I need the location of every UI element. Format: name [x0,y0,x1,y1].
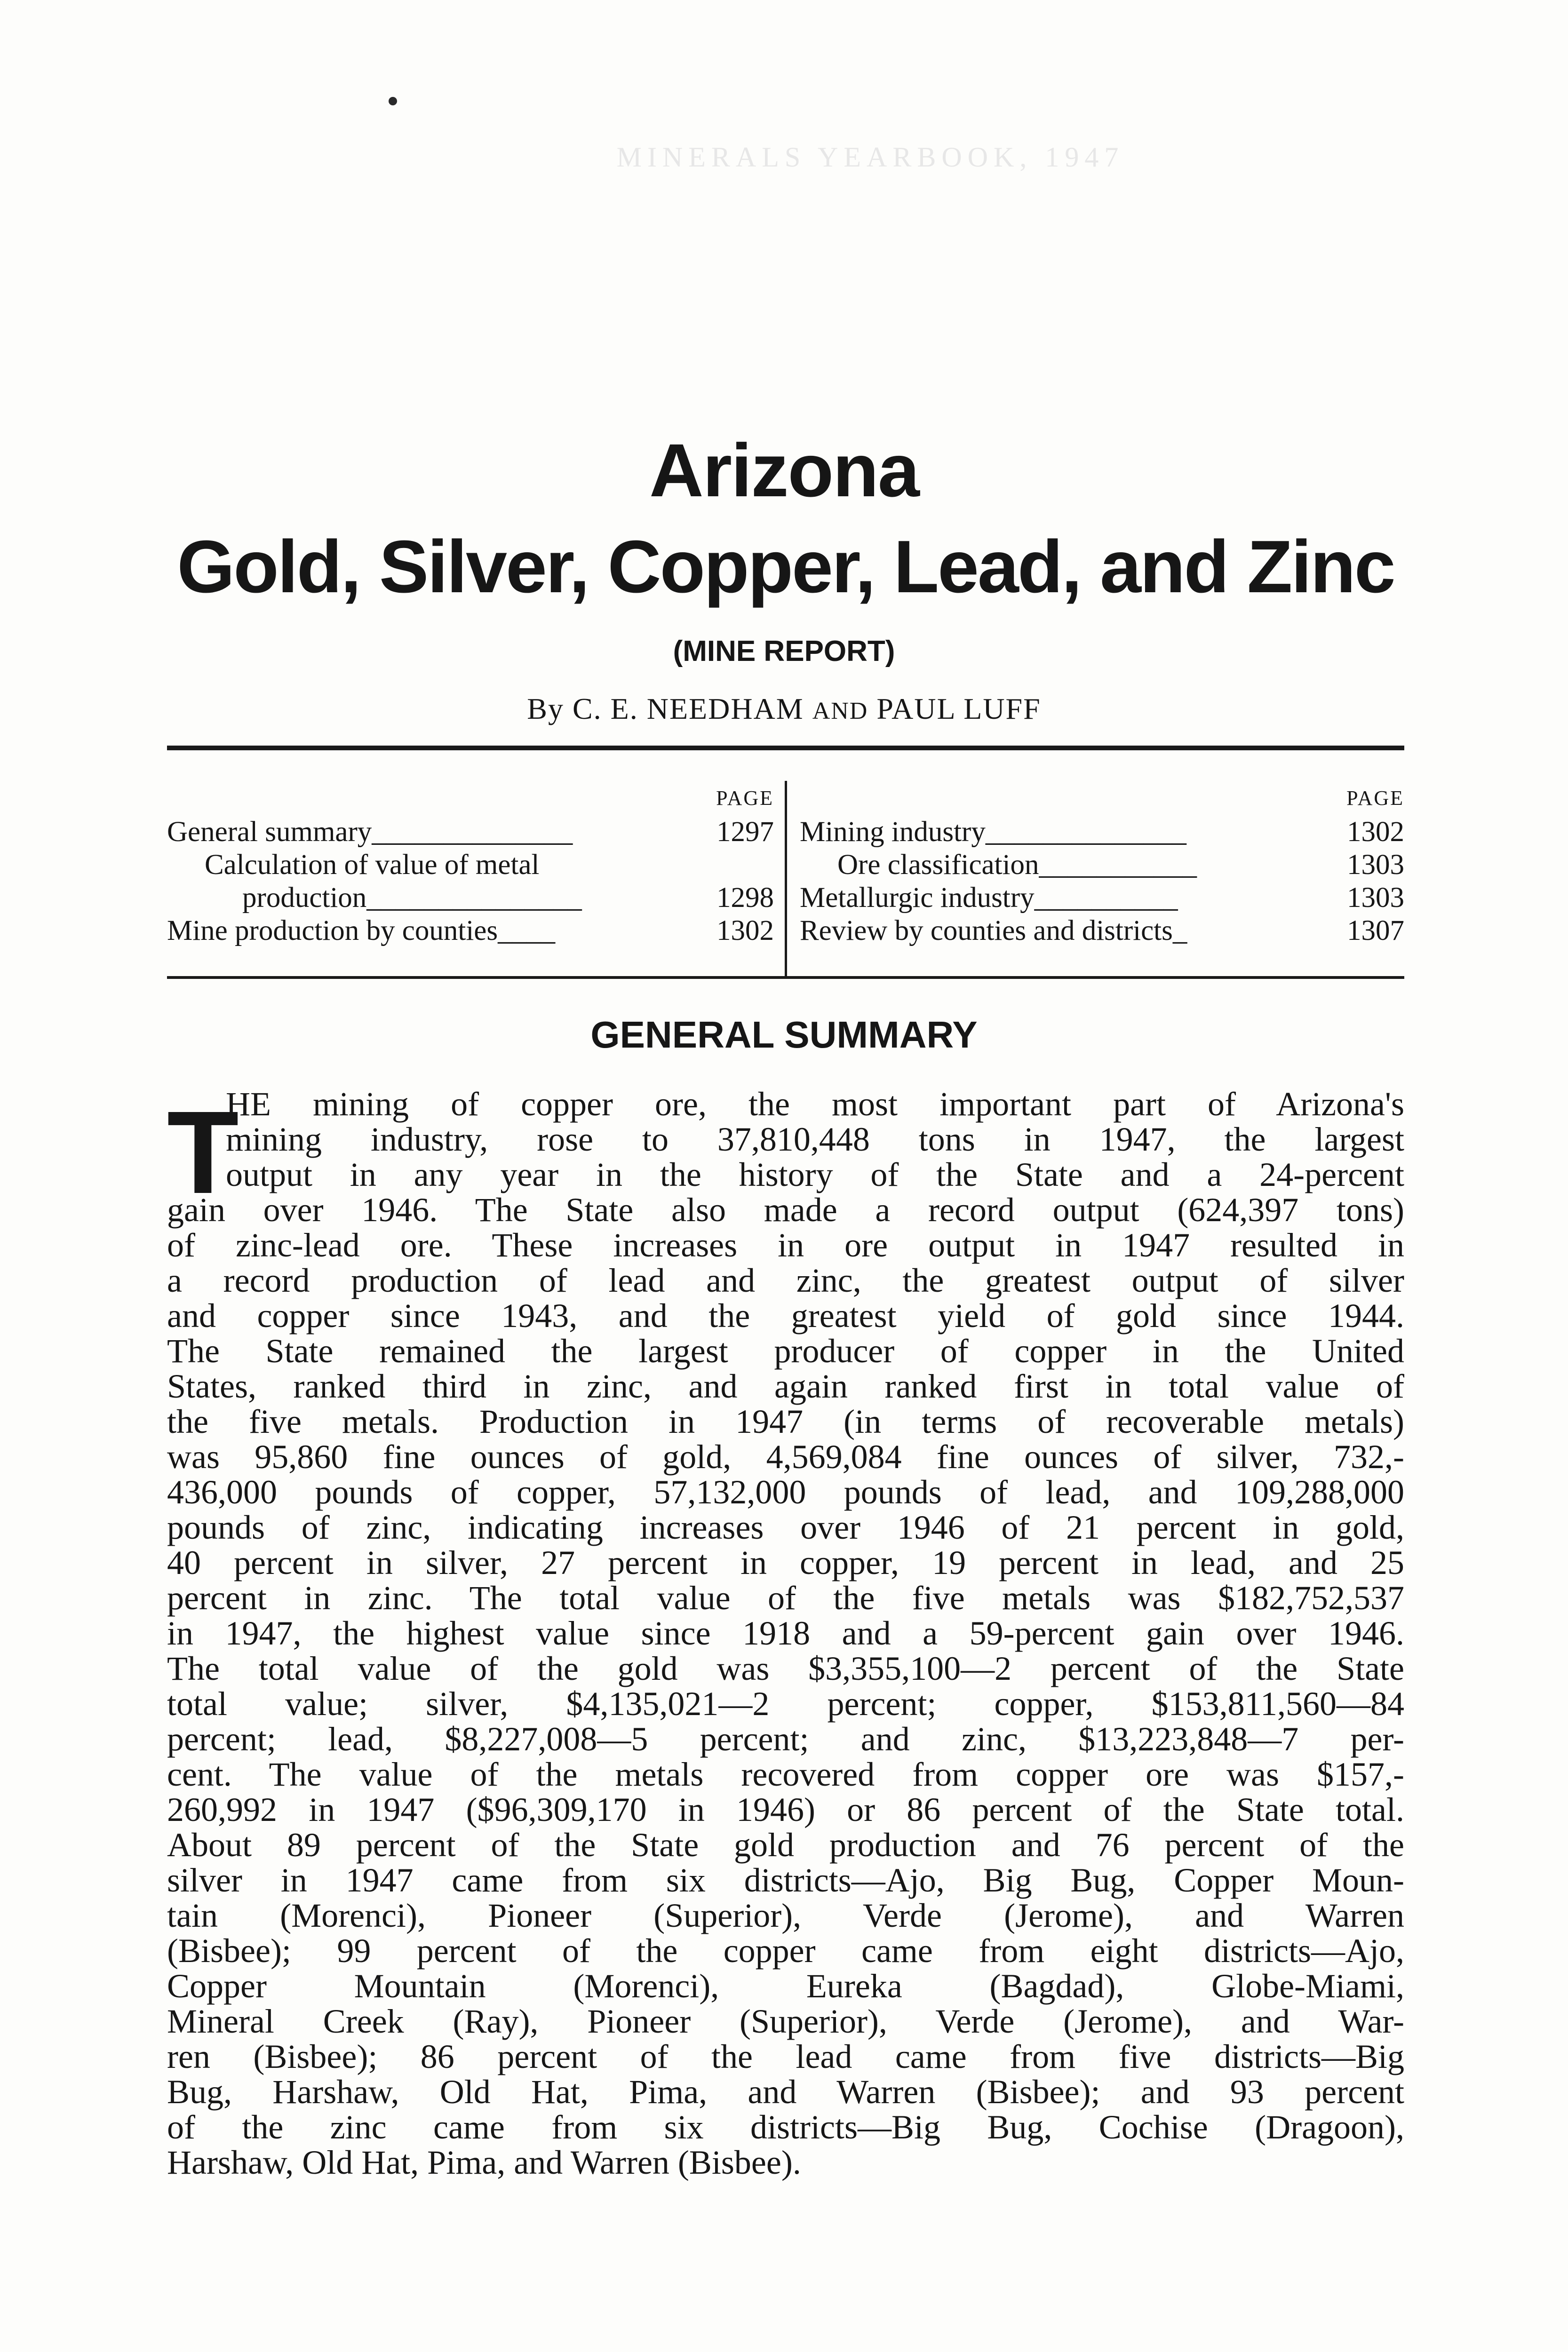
text-line: pounds of zinc, indicating increases over 1946 of 21 percent in gold, [167,1509,1404,1546]
toc-entry [800,914,1404,947]
text-line: total value; silver, $4,135,021—2 percent; copper, $153,811,560—84 [167,1685,1404,1723]
body-paragraph [167,1087,1404,2180]
text-line: 260,992 in 1947 ($96,309,170 in 1946) or 86 percent of the State total. [167,1791,1404,1828]
toc-entry [167,849,774,882]
toc-entry-page: 1303 [1347,882,1404,914]
title-metals: Gold, Silver, Copper, Lead, and Zinc [177,525,1394,608]
text-line: percent; lead, $8,227,008—5 percent; and zinc, $13,223,848—7 per- [167,1720,1404,1758]
toc-entry-label: Calculation of value of metal [205,849,540,881]
byline-authors-2: PAUL LUFF [876,692,1041,725]
text-line: Harshaw, Old Hat, Pima, and Warren (Bisbee). [167,2144,801,2181]
byline-authors-1: By C. E. NEEDHAM [527,692,804,725]
text-line: Copper Mountain (Morenci), Eureka (Bagdad), Globe-Miami, [167,1967,1404,2005]
text-line: ren (Bisbee); 86 percent of the lead came from five districts—Big [167,2038,1404,2075]
text-line: output in any year in the history of the State and a 24-percent [226,1156,1404,1193]
text-line: tain (Morenci), Pioneer (Superior), Verde (Jerome), and Warren [167,1897,1404,1934]
toc-entry-page: 1297 [716,816,774,848]
toc-entry [167,882,774,914]
text-line: percent in zinc. The total value of the five metals was $182,752,537 [167,1579,1404,1617]
toc-entry-page: 1302 [1347,816,1404,848]
toc-entry [167,914,774,947]
text-line: (Bisbee); 99 percent of the copper came from eight districts—Ajo, [167,1932,1404,1970]
toc-entry-label: Metallurgic industry__________ [800,882,1178,914]
toc-entry-label: General summary______________ [167,816,573,848]
text-line: was 95,860 fine ounces of gold, 4,569,084 fine ounces of silver, 732,- [167,1438,1404,1476]
text-line: The total value of the gold was $3,355,100—2 percent of the State [167,1650,1404,1687]
byline [0,689,1568,731]
ink-dot [389,97,397,105]
toc-entry-label: production_______________ [242,882,582,914]
toc-entry-page: 1307 [1347,915,1404,946]
toc-entry [800,849,1404,882]
toc-column-divider [785,781,787,976]
table-of-contents-left [167,781,774,947]
text-line: a record production of lead and zinc, the greatest output of silver [167,1262,1404,1299]
text-line: in 1947, the highest value since 1918 and a 59-percent gain over 1946. [167,1614,1404,1652]
toc-entry-page: 1302 [716,915,774,946]
text-line: mining industry, rose to 37,810,448 tons in 1947, the largest [226,1120,1404,1158]
toc-page-heading: PAGE [716,787,774,810]
bleed-through-header: MINERALS YEARBOOK, 1947 [616,142,1124,173]
text-line: silver in 1947 came from six districts—Ajo, Big Bug, Copper Moun- [167,1861,1404,1899]
subtitle: (MINE REPORT) [673,635,895,667]
byline-and: AND [812,698,868,724]
text-line: cent. The value of the metals recovered from copper ore was $157,- [167,1756,1404,1793]
text-line: the five metals. Production in 1947 (in terms of recoverable metals) [167,1403,1404,1440]
divider-top [167,746,1404,750]
text-line: States, ranked third in zinc, and again ranked first in total value of [167,1367,1404,1405]
toc-entry [800,816,1404,849]
text-line: Mineral Creek (Ray), Pioneer (Superior), Verde (Jerome), and War- [167,2002,1404,2040]
toc-entry-label: Review by counties and districts_ [800,915,1187,946]
toc-entry-page: 1303 [1347,849,1404,881]
text-line: of the zinc came from six districts—Big Bug, Cochise (Dragoon), [167,2108,1404,2146]
toc-entry [167,816,774,849]
text-line: gain over 1946. The State also made a record output (624,397 tons) [167,1191,1404,1229]
text-line: The State remained the largest producer of copper in the United [167,1332,1404,1370]
title-state: Arizona [649,428,919,512]
table-of-contents-right [800,781,1404,947]
toc-entry-label: Mine production by counties____ [167,915,556,946]
divider-bottom [167,976,1404,979]
toc-entry-label: Mining industry______________ [800,816,1186,848]
toc-entry-page: 1298 [716,882,774,914]
text-line: Bug, Harshaw, Old Hat, Pima, and Warren (Bisbee); and 93 percent [167,2073,1404,2111]
text-line: and copper since 1943, and the greatest yield of gold since 1944. [167,1297,1404,1335]
section-heading: GENERAL SUMMARY [590,1014,978,1056]
toc-entry [800,882,1404,914]
text-line: About 89 percent of the State gold production and 76 percent of the [167,1826,1404,1864]
text-line: of zinc-lead ore. These increases in ore output in 1947 resulted in [167,1226,1404,1264]
toc-page-heading: PAGE [1346,787,1404,810]
text-line: HE mining of copper ore, the most important part of Arizona's [226,1085,1404,1123]
text-line: 40 percent in silver, 27 percent in copper, 19 percent in lead, and 25 [167,1544,1404,1581]
drop-cap: T [167,1087,239,1218]
text-line: 436,000 pounds of copper, 57,132,000 pounds of lead, and 109,288,000 [167,1473,1404,1511]
toc-entry-label: Ore classification___________ [837,849,1197,881]
